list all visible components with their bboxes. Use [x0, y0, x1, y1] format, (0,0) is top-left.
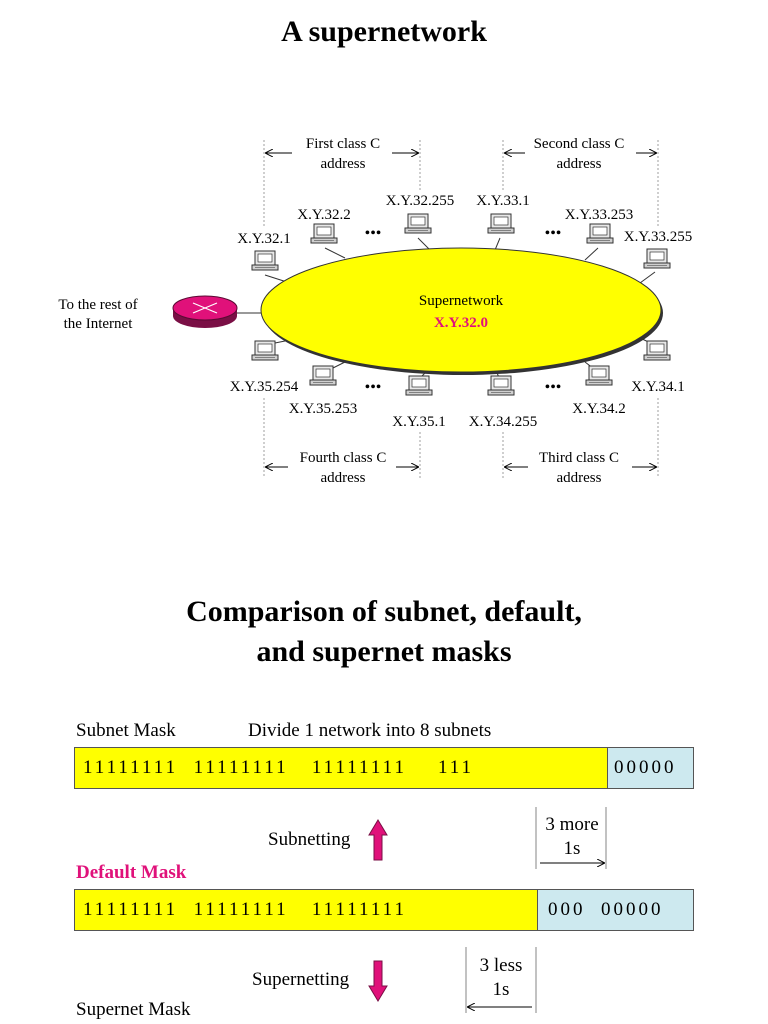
subnet-mask-bar	[74, 747, 694, 789]
first-group-label: address	[320, 156, 366, 172]
network-address: X.Y.32.0	[433, 315, 489, 331]
supernet-mask-label: Supernet Mask	[76, 999, 191, 1020]
up-arrow-icon	[368, 819, 388, 861]
comparison-title-line2: and supernet masks	[256, 635, 512, 668]
host-label: X.Y.35.1	[392, 414, 446, 430]
ellipsis: •••	[544, 225, 562, 242]
default-mask-bar	[74, 889, 694, 931]
subnet-ones-text: 11111111 11111111 11111111 111	[83, 757, 475, 778]
network-name: Supernetwork	[418, 293, 504, 309]
host-label: X.Y.32.2	[297, 207, 351, 223]
down-arrow-icon	[368, 960, 388, 1002]
fourth-group-label: address	[320, 470, 366, 486]
default-ones-text: 11111111 11111111 11111111	[83, 899, 407, 920]
computer-icon	[310, 366, 336, 385]
ellipsis: •••	[364, 379, 382, 396]
ellipsis: •••	[544, 379, 562, 396]
supernetting-label: Supernetting	[252, 969, 350, 990]
computer-icon	[586, 366, 612, 385]
more-ones-label	[541, 813, 603, 861]
comparison-title	[0, 592, 768, 672]
ellipsis: •••	[364, 225, 382, 242]
computer-icon	[644, 249, 670, 268]
first-group-label: First class C	[305, 136, 381, 152]
second-group-label: Second class C	[533, 136, 625, 152]
subnet-note: Divide 1 network into 8 subnets	[248, 720, 492, 741]
host-label: X.Y.34.2	[572, 401, 626, 417]
subnet-mask-ones	[75, 748, 607, 788]
computer-icon	[405, 214, 431, 233]
subnetting-label: Subnetting	[268, 829, 351, 850]
computer-icon	[311, 224, 337, 243]
host-label: X.Y.33.255	[623, 229, 693, 245]
computer-icon	[587, 224, 613, 243]
host-label: X.Y.35.253	[288, 401, 358, 417]
less-ones-label	[470, 954, 532, 1002]
more-label-line2: 1s	[563, 838, 581, 859]
computer-icon	[488, 214, 514, 233]
computer-icon	[252, 251, 278, 270]
third-group-label: address	[556, 470, 602, 486]
router-icon	[173, 296, 237, 328]
computer-icon	[406, 376, 432, 395]
fourth-group-label: Fourth class C	[299, 450, 387, 466]
supernetwork-title: A supernetwork	[281, 15, 487, 48]
default-mask-zeros	[537, 890, 693, 930]
router-label-line2: the Internet	[63, 316, 133, 332]
second-group-label: address	[556, 156, 602, 172]
less-label-line2: 1s	[492, 979, 510, 1000]
subnet-mask-label: Subnet Mask	[76, 720, 176, 741]
host-label: X.Y.35.254	[229, 379, 299, 395]
supernetwork-ellipse	[261, 248, 661, 372]
default-zeros-text: 000 00000	[548, 899, 664, 920]
less-label-line1: 3 less	[479, 955, 523, 976]
host-label: X.Y.32.255	[385, 193, 455, 209]
host-label: X.Y.34.1	[631, 379, 685, 395]
router-label-line1: To the rest of	[58, 297, 138, 313]
computer-icon	[252, 341, 278, 360]
computer-icon	[644, 341, 670, 360]
host-label: X.Y.32.1	[237, 231, 291, 247]
host-label: X.Y.33.1	[476, 193, 530, 209]
host-label: X.Y.34.255	[468, 414, 538, 430]
default-mask-label: Default Mask	[76, 862, 187, 883]
subnet-mask-zeros	[607, 748, 693, 788]
subnet-zeros-text: 00000	[614, 757, 677, 778]
more-label-line1: 3 more	[545, 814, 599, 835]
computer-icon	[488, 376, 514, 395]
comparison-title-line1: Comparison of subnet, default,	[186, 595, 582, 628]
host-label: X.Y.33.253	[564, 207, 634, 223]
third-group-label: Third class C	[539, 450, 619, 466]
default-mask-ones	[75, 890, 537, 930]
